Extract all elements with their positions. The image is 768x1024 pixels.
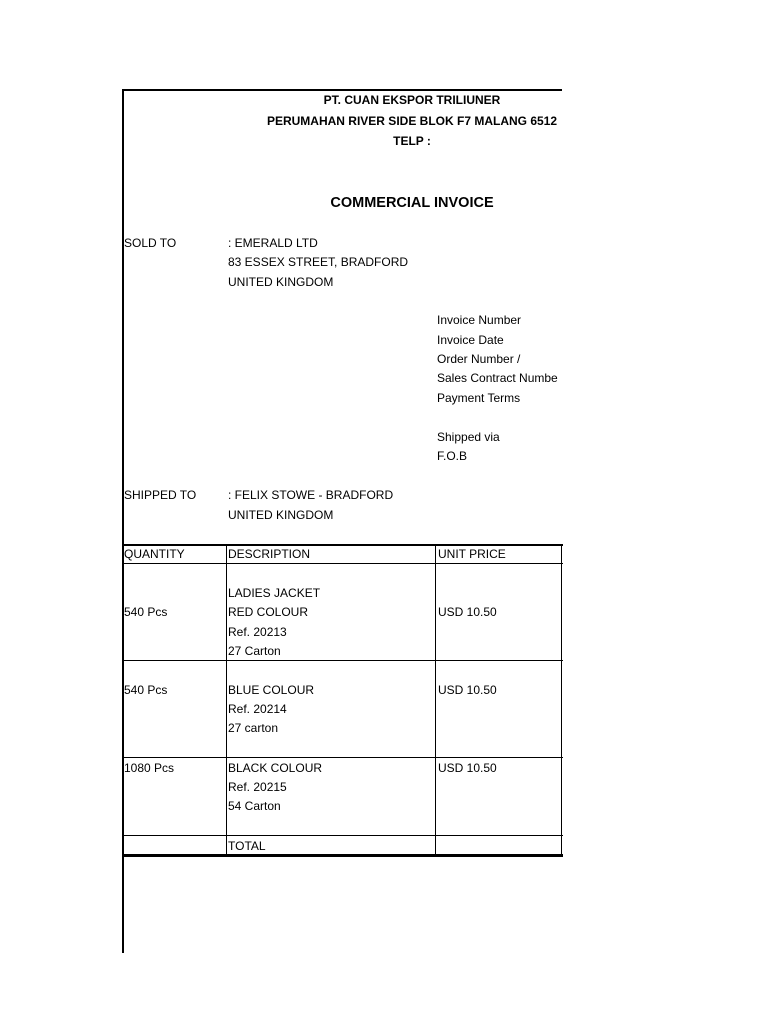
- total-top-line: [122, 835, 563, 836]
- row2-description-line3: 27 carton: [228, 721, 279, 735]
- document-title: COMMERCIAL INVOICE: [330, 195, 494, 211]
- row2-quantity: 540 Pcs: [124, 683, 168, 697]
- header-quantity: QUANTITY: [124, 547, 185, 561]
- left-border: [122, 89, 124, 953]
- shipped-via-label: Shipped via: [437, 430, 500, 444]
- row3-description-line3: 54 Carton: [228, 799, 281, 813]
- row2-description-line2: Ref. 20214: [228, 702, 287, 716]
- sold-to-label: SOLD TO: [124, 236, 177, 250]
- sold-to-name: : EMERALD LTD: [228, 236, 318, 250]
- sold-to-street: 83 ESSEX STREET, BRADFORD: [228, 255, 409, 269]
- row1-description-line1: LADIES JACKET: [228, 586, 321, 600]
- header-unit-price: UNIT PRICE: [438, 547, 506, 561]
- company-address: PERUMAHAN RIVER SIDE BLOK F7 MALANG 6512: [266, 114, 558, 128]
- top-border: [122, 89, 562, 91]
- row1-description-line4: 27 Carton: [228, 644, 281, 658]
- table-bottom-line: [122, 854, 563, 857]
- sales-contract-label: Sales Contract Numbe: [437, 371, 558, 385]
- company-telp: TELP :: [393, 134, 431, 148]
- invoice-number-label: Invoice Number: [437, 313, 522, 327]
- invoice-info: [437, 312, 561, 472]
- shipped-to-destination: : FELIX STOWE - BRADFORD: [228, 488, 394, 502]
- payment-terms-label: Payment Terms: [437, 391, 521, 405]
- row1-bottom-line: [122, 660, 563, 661]
- col-divider-1: [226, 544, 227, 856]
- header-bottom-line: [122, 563, 563, 564]
- row1-description-line2: RED COLOUR: [228, 605, 309, 619]
- table-top-line: [122, 544, 563, 546]
- order-number-label: Order Number /: [437, 352, 521, 366]
- sold-to-country: UNITED KINGDOM: [228, 275, 334, 289]
- row1-unit-price: USD 10.50: [438, 605, 497, 619]
- shipped-to-label: SHIPPED TO: [124, 488, 197, 502]
- row1-description-line3: Ref. 20213: [228, 625, 287, 639]
- invoice-date-label: Invoice Date: [437, 333, 504, 347]
- col-divider-2: [435, 544, 436, 856]
- row3-unit-price: USD 10.50: [438, 761, 497, 775]
- shipped-to-country: UNITED KINGDOM: [228, 508, 334, 522]
- fob-label: F.O.B: [437, 449, 468, 463]
- row3-quantity: 1080 Pcs: [124, 761, 175, 775]
- row1-quantity: 540 Pcs: [124, 605, 168, 619]
- row3-description-line1: BLACK COLOUR: [228, 761, 323, 775]
- total-label: TOTAL: [228, 839, 266, 853]
- row2-description-line1: BLUE COLOUR: [228, 683, 315, 697]
- row3-description-line2: Ref. 20215: [228, 780, 287, 794]
- col-right-edge: [561, 544, 562, 856]
- row2-unit-price: USD 10.50: [438, 683, 497, 697]
- company-name: PT. CUAN EKSPOR TRILIUNER: [323, 93, 501, 107]
- row2-bottom-line: [122, 757, 563, 758]
- header-description: DESCRIPTION: [228, 547, 311, 561]
